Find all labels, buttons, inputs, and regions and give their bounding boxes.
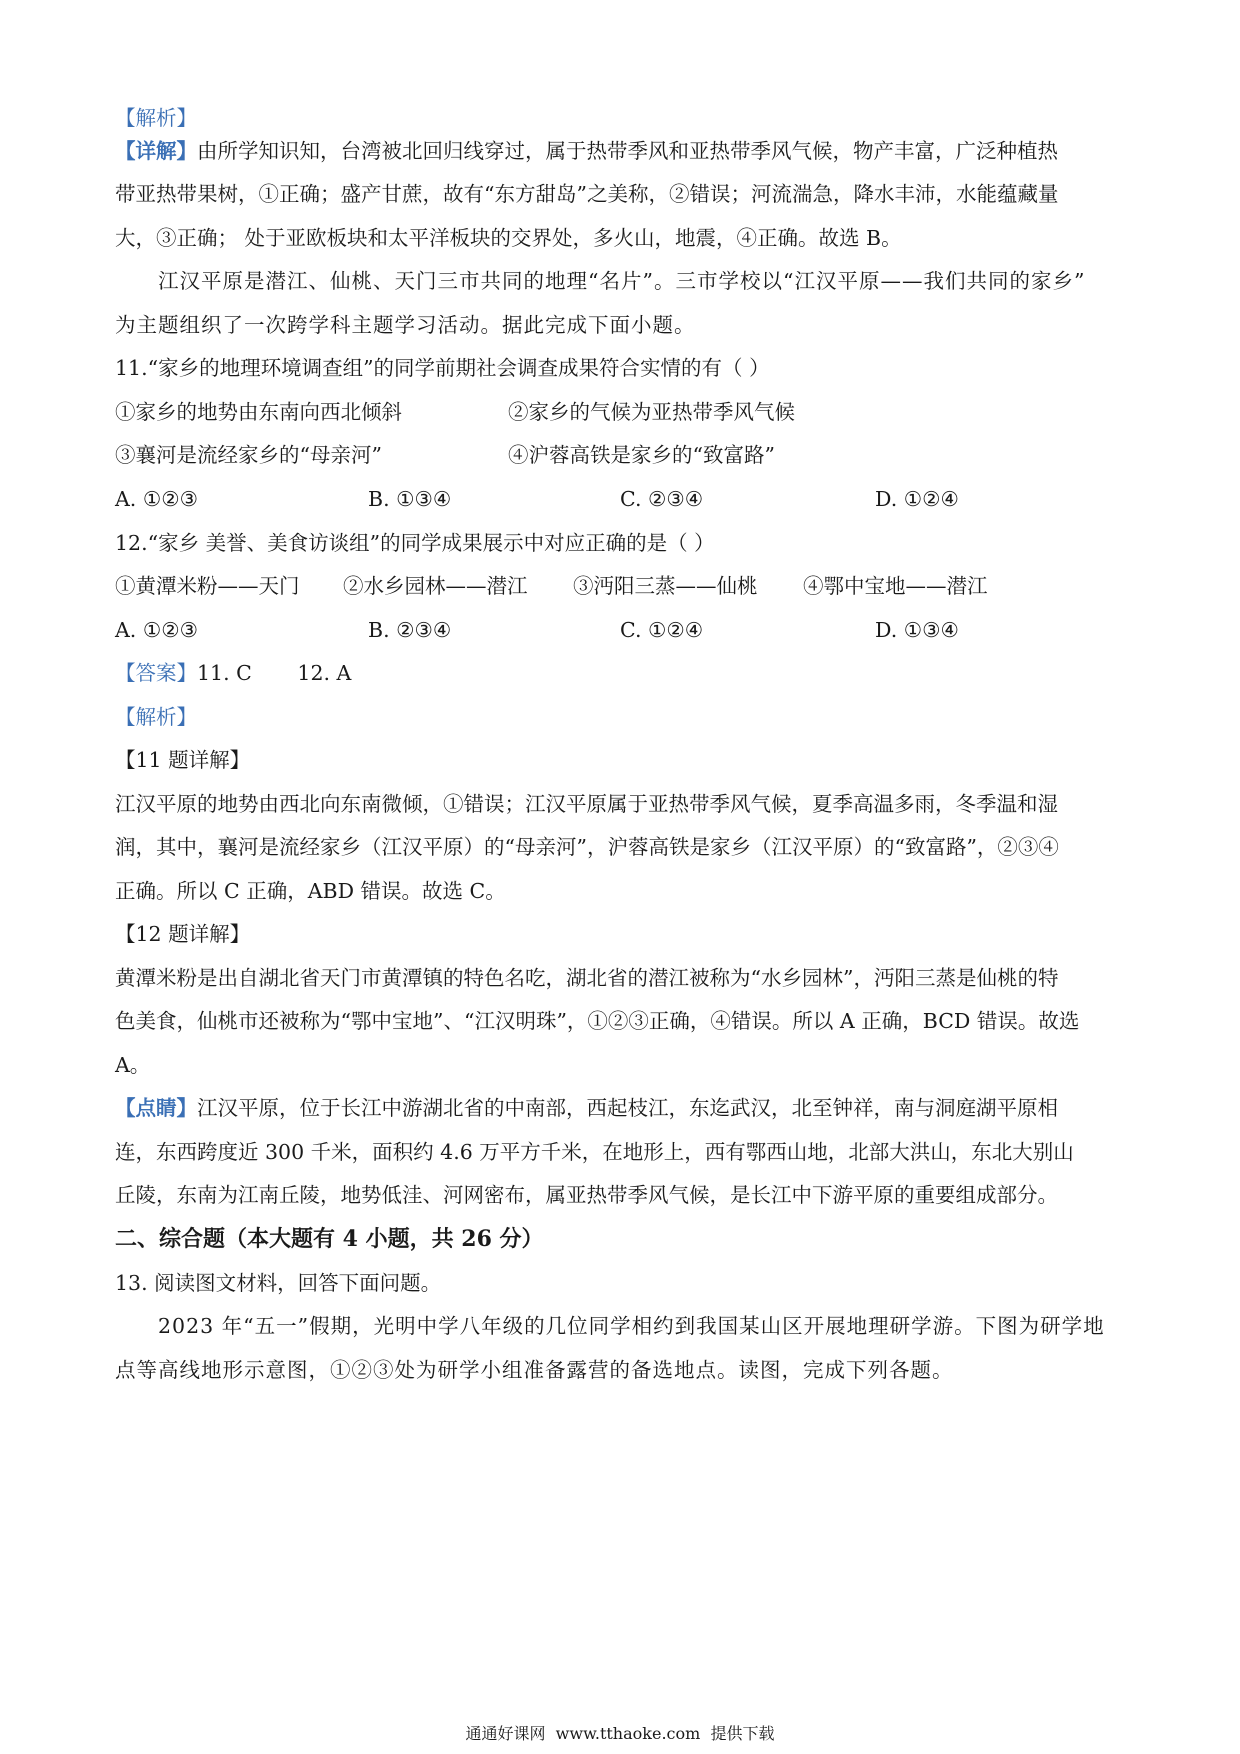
q11-statement-4: ④沪蓉高铁是家乡的“致富路” xyxy=(508,443,775,467)
detail-line-3: 大，③正确； 处于亚欧板块和太平洋板块的交界处，多火山，地震，④正确。故选 B。 xyxy=(115,226,902,250)
q11-statement-2: ②家乡的气候为亚热带季风气候 xyxy=(508,400,795,424)
q11-stem: 11.“家乡的地理环境调查组”的同学前期社会调查成果符合实情的有（ ） xyxy=(115,356,770,380)
q12-statement-2: ②水乡园林——潜江 xyxy=(343,574,528,598)
detail-label: 【详解】 xyxy=(115,139,197,163)
dianjing-line-2: 连，东西跨度近 300 千米，面积约 4.6 万平方千米，在地形上，西有鄂西山地，北部大洪山，东北大别山 xyxy=(115,1140,1074,1164)
q11-statement-3: ③襄河是流经家乡的“母亲河” xyxy=(115,443,382,467)
q11-option-c: C. ②③④ xyxy=(620,487,704,511)
q12-option-b: B. ②③④ xyxy=(368,618,452,642)
answer-label: 【答案】 xyxy=(115,661,197,685)
q12-statement-3: ③沔阳三蒸——仙桃 xyxy=(573,574,758,598)
answer-text: 11. C 12. A xyxy=(197,661,352,685)
d12-line-3: A。 xyxy=(115,1053,151,1077)
d11-label: 【11 题详解】 xyxy=(115,748,251,772)
page-footer: 通通好课网 www.tthaoke.com 提供下载 xyxy=(465,1724,775,1743)
intro-line-2: 为主题组织了一次跨学科主题学习活动。据此完成下面小题。 xyxy=(115,313,696,337)
q11-option-b: B. ①③④ xyxy=(368,487,452,511)
analysis-label: 【解析】 xyxy=(115,106,197,130)
d12-line-2: 色美食，仙桃市还被称为“鄂中宝地”、“江汉明珠”，①②③正确，④错误。所以 A 正确，BCD 错误。故选 xyxy=(115,1009,1080,1033)
d11-line-2: 润，其中，襄河是流经家乡（江汉平原）的“母亲河”，沪蓉高铁是家乡（江汉平原）的“致富路”，②③④ xyxy=(115,835,1059,859)
detail-line-2: 带亚热带果树，①正确；盛产甘蔗，故有“东方甜岛”之美称，②错误；河流湍急，降水丰沛，水能蕴藏量 xyxy=(115,182,1059,206)
q11-statement-1: ①家乡的地势由东南向西北倾斜 xyxy=(115,400,402,424)
dianjing-paragraph xyxy=(115,1093,1058,1123)
q13-material-line-1: 2023 年“五一”假期，光明中学八年级的几位同学相约到我国某山区开展地理研学游。下图为研学地 xyxy=(158,1314,1105,1338)
d11-line-3: 正确。所以 C 正确，ABD 错误。故选 C。 xyxy=(115,879,506,903)
q12-option-d: D. ①③④ xyxy=(875,618,959,642)
d12-line-1: 黄潭米粉是出自湖北省天门市黄潭镇的特色名吃，湖北省的潜江被称为“水乡园林”，沔阳三蒸是仙桃的特 xyxy=(115,966,1059,990)
dianjing-line-1: 江汉平原，位于长江中游湖北省的中南部，西起枝江，东迄武汉，北至钟祥，南与洞庭湖平原相 xyxy=(197,1096,1058,1120)
d11-line-1: 江汉平原的地势由西北向东南微倾，①错误；江汉平原属于亚热带季风气候，夏季高温多雨，冬季温和湿 xyxy=(115,792,1058,816)
q12-option-a: A. ①②③ xyxy=(115,618,198,642)
q12-option-c: C. ①②④ xyxy=(620,618,704,642)
answer-line xyxy=(115,658,351,688)
d12-label: 【12 题详解】 xyxy=(115,922,251,946)
intro-line-1: 江汉平原是潜江、仙桃、天门三市共同的地理“名片”。三市学校以“江汉平原——我们共同的家乡” xyxy=(158,269,1086,293)
q13-material-line-2: 点等高线地形示意图，①②③处为研学小组准备露营的备选地点。读图，完成下列各题。 xyxy=(115,1358,954,1382)
q12-stem: 12.“家乡 美誉、美食访谈组”的同学成果展示中对应正确的是（ ） xyxy=(115,531,715,555)
detail-line-1: 由所学知识知，台湾被北回归线穿过，属于热带季风和亚热带季风气候，物产丰富，广泛种植热 xyxy=(197,139,1058,163)
q11-option-d: D. ①②④ xyxy=(875,487,959,511)
q12-statement-4: ④鄂中宝地——潜江 xyxy=(803,574,988,598)
q12-statement-1: ①黄潭米粉——天门 xyxy=(115,574,300,598)
dianjing-label: 【点睛】 xyxy=(115,1096,197,1120)
analysis-label-2: 【解析】 xyxy=(115,705,197,729)
q11-option-a: A. ①②③ xyxy=(115,487,198,511)
section-2-heading: 二、综合题（本大题有 4 小题，共 26 分） xyxy=(115,1226,544,1252)
q13-stem: 13. 阅读图文材料，回答下面问题。 xyxy=(115,1271,442,1295)
detail-paragraph xyxy=(115,136,1058,166)
dianjing-line-3: 丘陵，东南为江南丘陵，地势低洼、河网密布，属亚热带季风气候，是长江中下游平原的重要组成部分。 xyxy=(115,1183,1058,1207)
